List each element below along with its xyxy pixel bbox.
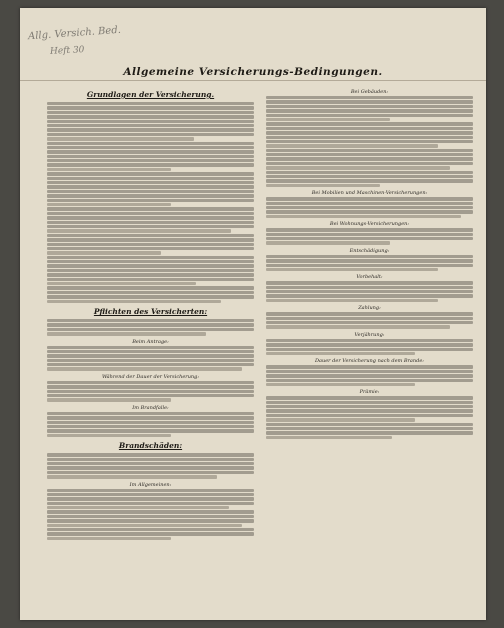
text-line [47,128,254,131]
section-subheading: Prämie: [359,389,380,396]
paragraph [266,312,473,329]
text-line [47,216,254,219]
text-line [266,405,473,408]
text-line [47,190,254,193]
paragraph [266,281,473,302]
text-line [47,425,254,428]
text-line [47,155,254,158]
text-line [266,109,473,112]
text-line [266,166,450,169]
text-line [266,118,390,121]
text-line [266,149,473,152]
text-line [266,162,473,165]
paragraph [47,286,254,303]
text-line [47,390,254,393]
text-line [47,354,254,357]
paragraph [266,255,473,272]
section-subheading: Im Brandfalle: [132,404,169,411]
text-line [266,114,473,117]
text-line [266,210,473,213]
text-line [266,228,473,231]
text-line [47,207,254,210]
section-subheading: Bei Mobilien und Maschinen-Versicherungen: [311,190,428,197]
text-line [47,106,254,109]
section-heading: Pflichten des Versicherten: [93,306,208,316]
text-line [266,259,473,262]
text-line [47,502,254,505]
text-line [47,238,254,241]
text-line [266,281,473,284]
text-line [47,319,254,322]
text-line [47,247,254,250]
text-line [47,350,254,353]
text-line [47,497,254,500]
text-line [47,489,254,492]
text-line [47,506,229,509]
paragraph [47,412,254,437]
paragraph [266,96,473,121]
section-subheading: Vorbehalt: [356,274,383,281]
text-line [266,184,380,187]
text-line [47,264,254,267]
paragraph [47,256,254,286]
text-line [266,140,473,143]
text-line [47,524,242,527]
text-line [266,157,473,160]
text-line [47,519,254,522]
text-line [47,102,254,105]
text-line [266,105,473,108]
text-line [47,421,254,424]
text-line [266,401,473,404]
title-rule [20,80,486,81]
text-line [266,365,473,368]
paragraph [47,381,254,402]
paragraph [47,234,254,255]
text-line [266,396,473,399]
text-line [266,348,473,351]
text-line [266,418,415,421]
text-line [266,175,473,178]
text-line [47,458,254,461]
paragraph [47,172,254,206]
text-line [266,427,473,430]
text-line [266,206,473,209]
text-line [266,312,473,315]
paragraph [266,396,473,421]
text-line [47,286,254,289]
document-page [20,8,486,620]
section-subheading: Im Allgemeinen: [129,481,172,488]
text-line [47,278,254,281]
text-line [47,453,254,456]
text-line [47,300,221,303]
text-line [266,317,473,320]
text-line [47,515,254,518]
section-subheading: Bei Wohnungs-Versicherungen: [329,221,410,228]
text-line [266,383,415,386]
text-line [47,363,254,366]
section-heading: Brandschäden: [118,441,183,451]
text-line [266,171,473,174]
text-line [266,215,461,218]
text-line [266,197,473,200]
section-subheading: Während der Dauer der Versicherung: [101,373,200,380]
text-line [47,332,206,335]
text-line [266,100,473,103]
paragraph [266,122,473,147]
document-title: Allgemeine Versicherungs-Bedingungen. [123,66,383,78]
text-line [47,137,194,140]
text-line [47,416,254,419]
paragraph [47,207,254,232]
section-subheading: Entschädigung: [349,247,390,254]
text-line [47,221,254,224]
text-line [47,124,254,127]
text-line [47,229,231,232]
text-line [47,194,254,197]
text-line [47,381,254,384]
text-line [47,120,254,123]
text-line [47,251,161,254]
text-line [47,462,254,465]
text-line [266,268,438,271]
text-line [266,294,473,297]
text-line [47,133,254,136]
text-line [47,142,254,145]
section-subheading: Verjährung: [354,331,385,338]
text-line [47,199,254,202]
text-line [266,299,438,302]
text-line [266,122,473,125]
text-line [266,136,473,139]
text-line [266,153,473,156]
paragraph [47,510,254,527]
text-line [266,286,473,289]
text-line [266,431,473,434]
text-line [47,510,254,513]
paragraph [266,365,473,386]
section-subheading: Dauer der Versicherung nach dem Brande: [315,358,424,365]
text-line [47,346,254,349]
text-line [47,234,254,237]
text-line [47,212,254,215]
text-line [47,269,254,272]
text-line [47,471,254,474]
text-line [266,127,473,130]
paragraph [47,142,254,172]
text-line [47,185,254,188]
text-line [266,290,473,293]
text-line [47,537,171,540]
text-line [266,343,473,346]
text-line [47,181,254,184]
text-line [47,466,254,469]
paragraph [47,102,254,141]
text-line [266,374,473,377]
text-line [47,493,254,496]
text-line [47,150,254,153]
text-line [47,115,254,118]
text-line [266,233,473,236]
text-line [266,321,473,324]
text-line [266,255,473,258]
text-line [47,111,254,114]
text-line [47,394,254,397]
text-line [47,398,171,401]
text-line [47,295,254,298]
text-line [266,414,473,417]
paragraph [266,228,473,245]
text-line [266,370,473,373]
text-line [47,412,254,415]
paragraph [47,528,254,540]
text-line [266,325,450,328]
text-line [266,436,392,439]
text-line [47,168,171,171]
text-line [47,429,254,432]
paragraph [47,346,254,371]
text-line [47,273,254,276]
text-line [47,528,254,531]
paragraph [266,423,473,440]
section-subheading: Bei Gebäuden: [350,89,389,95]
handwritten-note: Allg. Versich. Bed. [27,24,122,43]
paragraph [266,197,473,218]
text-line [266,241,390,244]
text-line [47,260,254,263]
text-line [47,243,254,246]
text-line [47,359,254,362]
text-line [47,225,254,228]
paragraph [47,453,254,478]
paragraph [266,339,473,356]
text-line [266,339,473,342]
text-line [47,323,254,326]
text-line [266,423,473,426]
section-subheading: Zahlung: [358,305,381,312]
left-column [47,86,254,541]
paragraph [266,171,473,188]
text-line [47,146,254,149]
right-column [266,86,473,440]
text-line [47,172,254,175]
text-line [266,237,473,240]
text-line [47,203,171,206]
paragraph [266,149,473,170]
text-line [47,385,254,388]
text-line [266,131,473,134]
text-line [266,144,438,147]
section-heading: Grundlagen der Versicherung. [86,90,215,99]
text-line [47,328,254,331]
text-line [47,367,242,370]
text-line [266,96,473,99]
text-line [266,352,415,355]
text-line [47,434,171,437]
handwritten-note: Heft 30 [49,45,85,57]
section-subheading: Beim Antrage: [132,338,169,345]
paragraph [47,319,254,336]
text-line [266,202,473,205]
text-line [47,177,254,180]
text-line [47,159,254,162]
paragraph [47,489,254,510]
text-line [47,282,196,285]
text-line [266,409,473,412]
text-line [266,264,473,267]
text-line [47,532,254,535]
text-line [266,379,473,382]
text-line [266,179,473,182]
text-line [47,475,217,478]
text-line [47,256,254,259]
text-line [47,163,254,166]
text-line [47,291,254,294]
